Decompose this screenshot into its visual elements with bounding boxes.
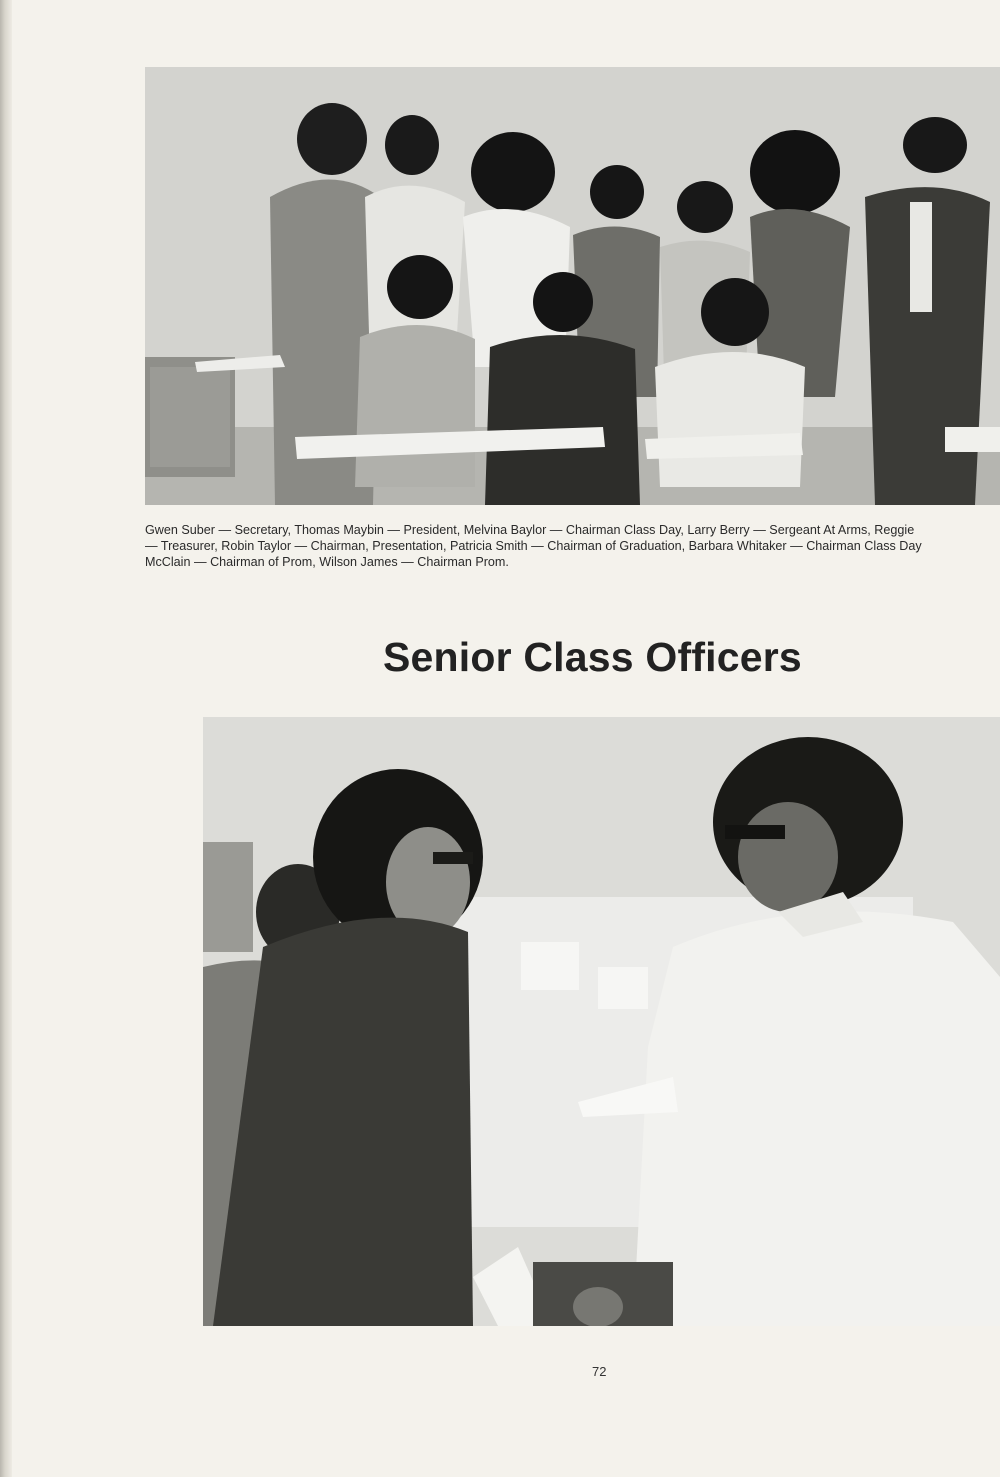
caption-line: McClain — Chairman of Prom, Wilson James — Chairman Prom. (145, 555, 509, 569)
candid-students-photo (203, 717, 1000, 1326)
class-officers-group-photo (145, 67, 1000, 505)
caption-line: — Treasurer, Robin Taylor — Chairman, Presentation, Patricia Smith — Chairman of Graduation, Barbara Whitaker — Chairman Class Day (145, 539, 922, 553)
page-title: Senior Class Officers (383, 634, 802, 680)
page-binding-edge (0, 0, 12, 1477)
page-number: 72 (592, 1364, 607, 1379)
caption-line: Gwen Suber — Secretary, Thomas Maybin — President, Melvina Baylor — Chairman Class Day, Larry Berry — Sergeant At Arms, Reggie (145, 523, 915, 537)
photo-caption (145, 522, 997, 570)
